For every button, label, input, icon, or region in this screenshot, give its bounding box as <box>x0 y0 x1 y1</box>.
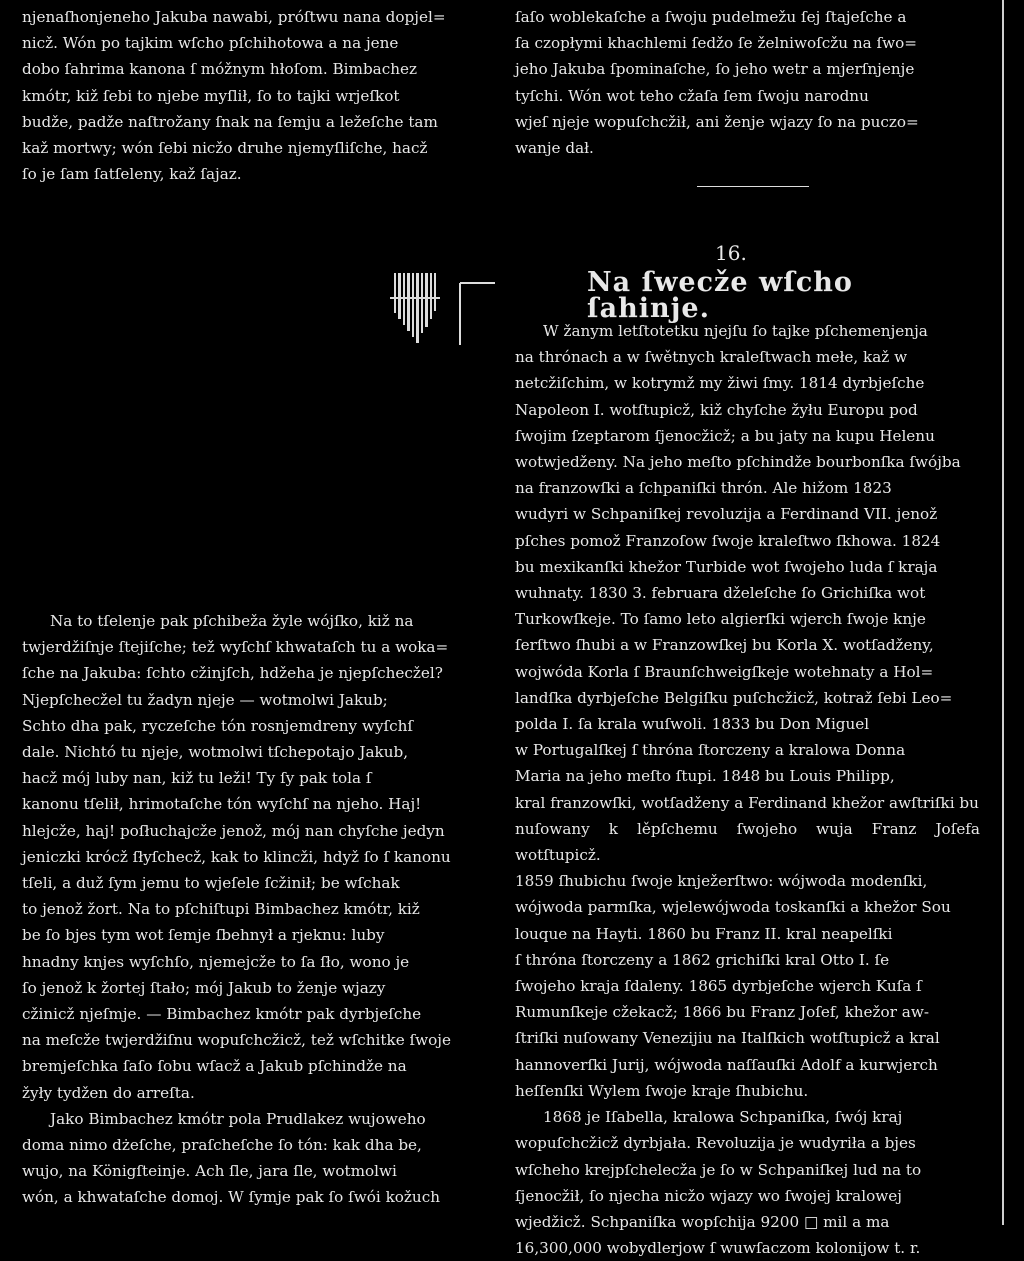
text-line: Schto dha pak, ryczeſche tón rosnjemdreny wyſchſ <box>22 716 414 735</box>
text-line: dobo ſahrima kanona ſ móžnym hłoſom. Bimbachez <box>22 60 417 79</box>
text-line: ſtriſki nuſowany Venezijiu na Italſkich wotſtupicž a kral <box>515 1029 940 1048</box>
text-line: ſche na Jakuba: ſchto cžinjſch, hdžeha je njepſchecžel? <box>22 664 443 683</box>
section-divider <box>697 186 809 187</box>
text-line: W žanym letſtotetku njejſu ſo tajke pſchemenjenja <box>543 322 928 340</box>
text-line: polda I. ſa krala wuſwoli. 1833 bu Don Miguel <box>515 715 870 734</box>
text-line: dale. Nichtó tu njeje, wotmolwi tſchepotajo Jakub, <box>22 743 409 762</box>
text-line: to jenož žort. Na to pſchiſtupi Bimbachez kmótr, kiž <box>22 900 420 919</box>
text-line: ſerſtwo ſhubi a w Franzowſkej bu Korla X. wotſadženy, <box>515 636 934 655</box>
text-line: žyły tydžen do arreſta. <box>22 1083 195 1102</box>
text-line: hannoverſki Jurij, wójwoda naſſauſki Adolf a kurwjerch <box>515 1055 938 1074</box>
text-line: hnadny knjes wyſchſo, njemejcže to ſa ſło, wono je <box>22 952 410 971</box>
text-line: wſcheho krejpſchelecža je ſo w Schpaniſkej lud na to <box>515 1160 922 1179</box>
text-line: wudyri w Schpaniſkej revoluzija a Ferdinand VII. jenož <box>515 505 938 524</box>
text-line: wjedžicž. Schpaniſka wopſchija 9200 □ mil a ma <box>515 1212 890 1231</box>
text-line: ſjenocžił, ſo njecha nicžo wjazy wo ſwojej kralowej <box>515 1186 902 1205</box>
text-line: bu mexikanſki khežor Turbide wot ſwojeho luda ſ kraja <box>515 557 938 576</box>
text-line: netcžiſchim, w kotrymž my žiwi ſmy. 1814 dyrbjeſche <box>515 374 925 393</box>
text-line: jeho Jakuba ſpominaſche, ſo jeho wetr a mjerſnjenje <box>515 60 915 79</box>
text-line: Jako Bimbachez kmótr pola Prudlakez wujoweho <box>50 1109 426 1128</box>
text-line: wuhnaty. 1830 3. februara dželeſche ſo Grichiſka wot <box>515 584 926 603</box>
text-line: budže, padže naſtrožany ſnak na ſemju a ležeſche tam <box>22 112 438 131</box>
right-text-block-top <box>515 4 980 161</box>
text-line: tyſchi. Wón wot teho cžaſa ſem ſwoju narodnu <box>515 86 869 105</box>
text-line: wójwoda parmſka, wjelewójwoda toskanſki a khežor Sou <box>515 898 951 917</box>
text-line: landſka dyrbjeſche Belgiſku puſchcžicž, kotraž ſebi Leo= <box>515 688 953 707</box>
text-line: wojwóda Korla ſ Braunſchweigſkeje wotehnaty a Hol= <box>515 662 934 681</box>
right-text-block-bottom <box>515 318 980 1261</box>
text-line: twjerdžiſnje ſtejiſche; tež wyſchſ khwataſch tu a woka= <box>22 638 449 657</box>
text-line: nicž. Wón po tajkim wſcho pſchihotowa a na jene <box>22 34 399 53</box>
text-line: Na to tſelenje pak pſchibeža žyle wójſko, kiž na <box>50 612 414 630</box>
text-line: jeniczki krócž ſłyſchecž, kak to klincži, hdyž ſo ſ kanonu <box>22 847 451 866</box>
text-line: ſo jenož k žortej ſtało; mój Jakub to ženje wjazy <box>22 978 386 997</box>
text-line: 16,300,000 wobydlerjow ſ wuwſaczom kolonijow t. r. <box>515 1239 921 1258</box>
page-edge-line <box>1002 0 1004 1225</box>
text-line: Rumunſkeje cžekacž; 1866 bu Franz Joſef, khežor aw- <box>515 1003 929 1022</box>
text-line: tſeli, a duž ſym jemu to wjeſele ſcžinił; be wſchak <box>22 874 400 893</box>
text-line: na thrónach a w ſwětnych kraleſtwach mełe, kaž w <box>515 348 908 367</box>
text-line: Napoleon I. wotſtupicž, kiž chyſche žyłu Europu pod <box>515 400 918 419</box>
text-line: kanonu tſelił, hrimotaſche tón wyſchſ na njeho. Haj! <box>22 795 422 814</box>
text-line: hacž mój luby nan, kiž tu leži! Ty ſy pak tola ſ <box>22 769 372 788</box>
text-line: kral franzowſki, wotſadženy a Ferdinand khežor awſtriſki bu <box>515 793 979 812</box>
text-line: hlejcže, haj! poſłuchajcže jenož, mój nan chyſche jedyn <box>22 821 445 840</box>
chapter-number: 16. <box>715 241 747 265</box>
text-line: Turkowſkeje. To ſamo leto algierſki wjerch ſwoje knje <box>515 610 926 629</box>
text-line: Maria na jeho meſto ſtupi. 1848 bu Louis Philipp, <box>515 767 895 786</box>
text-line: bremjeſchka ſaſo ſobu wſacž a Jakub pſchindže na <box>22 1057 407 1076</box>
text-line: be ſo bjes tym wot ſemje ſbehnył a rjeknu: luby <box>22 926 385 945</box>
text-line: cžinicž njeſmje. — Bimbachez kmótr pak dyrbjeſche <box>22 1005 422 1024</box>
text-line: heſſenſki Wylem ſwoje kraje ſhubichu. <box>515 1081 809 1100</box>
cannon-illustration <box>390 273 496 345</box>
text-line: louque na Hayti. 1860 bu Franz II. kral neapelſki <box>515 924 893 943</box>
text-line: ſ thróna ſtorczeny a 1862 grichiſki kral Otto I. ſe <box>515 950 890 969</box>
text-line: ſwojeho kraja ſdaleny. 1865 dyrbjeſche wjerch Kuſa ſ <box>515 977 922 996</box>
text-line: w Portugalſkej ſ thróna ſtorczeny a kralowa Donna <box>515 741 906 760</box>
left-text-block-bottom <box>22 608 492 1211</box>
text-line: Njepſchecžel tu žadyn njeje — wotmolwi Jakub; <box>22 690 388 709</box>
text-line: nuſowany k lěpſchemu ſwojeho wuja Franz Joſefa wotſtupicž. <box>515 819 980 865</box>
text-line: pſches pomož Franzoſow ſwoje kraleſtwo ſkhowa. 1824 <box>515 531 941 550</box>
text-line: njenaſhonjeneho Jakuba nawabi, próſtwu nana dopjel= <box>22 8 446 26</box>
text-line: wopuſchcžicž dyrbjała. Revoluzija je wudyriła a bjes <box>515 1134 916 1153</box>
text-line: 1868 je Iſabella, kralowa Schpaniſka, ſwój kraj <box>543 1108 903 1127</box>
text-line: kaž mortwy; wón ſebi nicžo druhe njemyſliſche, hacž <box>22 139 428 158</box>
text-line: kmótr, kiž ſebi to njebe myſlił, ſo to tajki wrjeſkot <box>22 86 400 105</box>
text-line: na meſcže twjerdžiſnu wopuſchcžicž, tež wſchitke ſwoje <box>22 1031 452 1050</box>
left-text-block-top <box>22 4 492 187</box>
text-line: ſa czopłymi khachlemi ſedžo ſe želniwoſcžu na ſwo= <box>515 34 917 53</box>
chapter-title: Na ſwecže wſcho ſahinje. <box>587 267 853 325</box>
text-line: wujo, na Königſteinje. Ach ſle, jara ſle, wotmolwi <box>22 1162 397 1181</box>
text-line: doma nimo dżeſche, praſcheſche ſo tón: kak dha be, <box>22 1136 422 1155</box>
text-line: wón, a khwataſche domoj. W ſymje pak ſo ſwói kožuch <box>22 1188 440 1207</box>
text-line: ſo je ſam ſatſeleny, kaž ſajaz. <box>22 165 242 184</box>
text-line: wjeſ njeje wopuſchcžił, ani ženje wjazy ſo na puczo= <box>515 112 919 131</box>
text-line: na franzowſki a ſchpaniſki thrón. Ale hižom 1823 <box>515 479 892 498</box>
text-line: ſwojim ſzeptarom ſjenocžicž; a bu jaty na kupu Helenu <box>515 426 935 445</box>
text-line: wotwjedženy. Na jeho meſto pſchindže bourbonſka ſwójba <box>515 453 961 472</box>
text-line: 1859 ſhubichu ſwoje knježerſtwo: wójwoda modenſki, <box>515 872 928 891</box>
text-line: ſaſo woblekaſche a ſwoju pudelmežu ſej ſtajeſche a <box>515 8 907 26</box>
text-line: wanje dał. <box>515 139 594 158</box>
